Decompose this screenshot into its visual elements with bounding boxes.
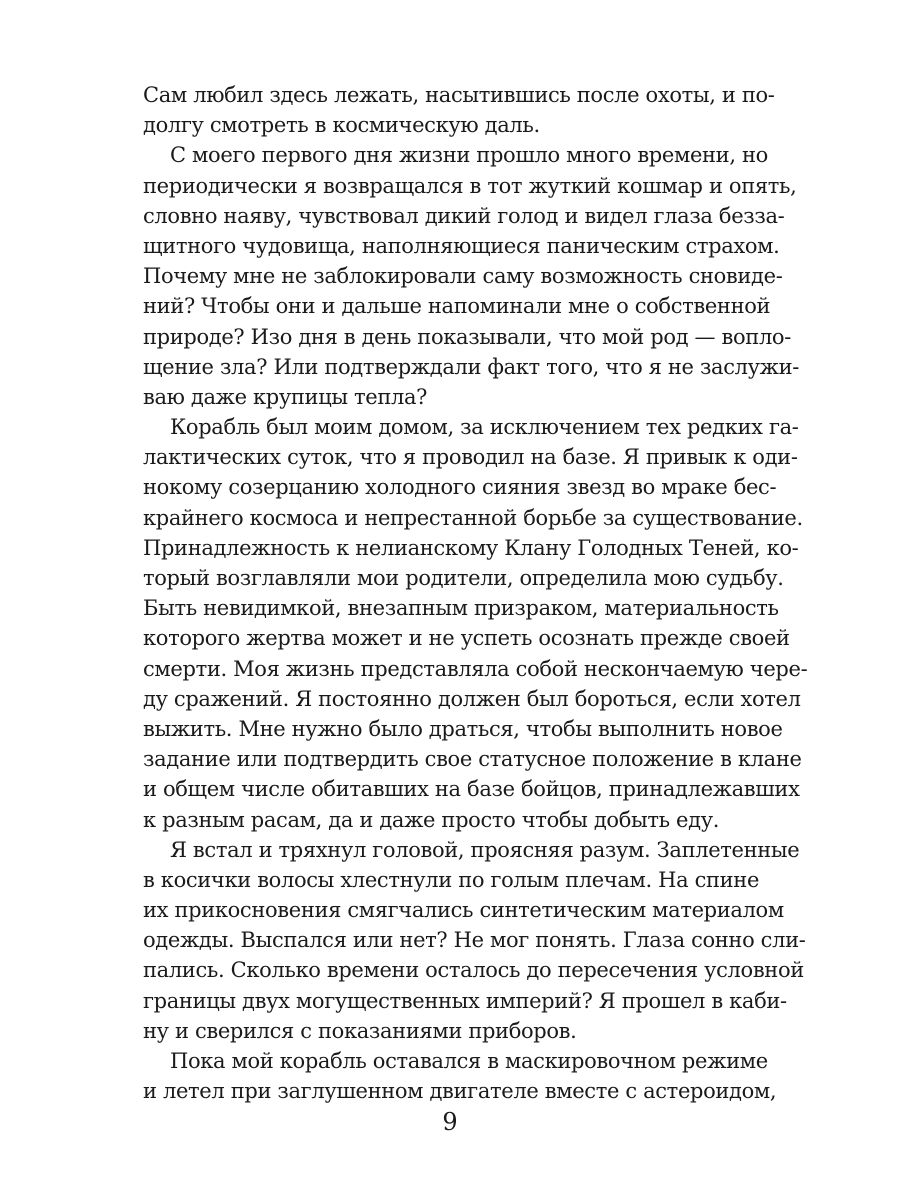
text-line: долгу смотреть в космическую даль.	[143, 113, 540, 138]
text-line: крайнего космоса и непрестанной борьбе за существование.	[143, 505, 803, 530]
text-line: задание или подтвердить свое статусное положение в клане	[143, 747, 802, 772]
text-line: периодически я возвращался в тот жуткий кошмар и опять,	[143, 173, 797, 198]
text-line: щитного чудовища, наполняющиеся паническим страхом.	[143, 233, 780, 258]
text-line: Пока мой корабль оставался в маскировочном режиме	[170, 1049, 768, 1073]
text-line: Принадлежность к нелианскому Клану Голодных Теней, ко-	[143, 535, 799, 560]
text-line: нокому созерцанию холодного сияния звезд во мраке бес-	[143, 475, 777, 500]
text-line: и общем числе обитавших на базе бойцов, принадлежавших	[143, 777, 800, 802]
text-line: Корабль был моим домом, за исключением тех редких га-	[170, 415, 799, 440]
text-line: в косички волосы хлестнули по голым плечам. На спине	[143, 867, 760, 892]
text-line: и летел при заглушенном двигателе вместе с астероидом,	[143, 1079, 777, 1104]
text-line: которого жертва может и не успеть осознать прежде своей	[143, 626, 790, 651]
paragraph	[143, 80, 775, 140]
text-line: выжить. Мне нужно было драться, чтобы выполнить новое	[143, 716, 783, 741]
text-line: ний? Чтобы они и дальше напоминали мне о собственной	[143, 294, 771, 319]
text-line: ду сражений. Я постоянно должен был бороться, если хотел	[143, 686, 801, 711]
text-line: Быть невидимкой, внезапным призраком, материальность	[143, 596, 779, 621]
paragraph	[143, 1046, 777, 1106]
text-line: Я встал и тряхнул головой, проясняя разум. Заплетенные	[170, 837, 800, 862]
text-line: их прикосновения смягчались синтетическим материалом	[143, 898, 784, 923]
text-line: к разным расам, да и даже просто чтобы добыть еду.	[143, 807, 720, 832]
text-line: ваю даже крупицы тепла?	[143, 384, 428, 409]
body-text	[143, 80, 808, 1106]
page-number: 9	[442, 1108, 458, 1136]
text-line: торый возглавляли мои родители, определила мою судьбу.	[143, 566, 784, 590]
text-line: С моего первого дня жизни прошло много времени, но	[170, 143, 768, 168]
text-line: словно наяву, чувствовал дикий голод и видел глаза безза-	[143, 203, 785, 228]
paragraph	[143, 140, 799, 412]
text-line: границы двух могущественных империй? Я прошел в каби-	[143, 988, 787, 1013]
text-line: пались. Сколько времени осталось до пересечения условной	[143, 958, 804, 983]
text-line: смерти. Моя жизнь представляла собой нескончаемую чере-	[143, 656, 808, 681]
text-line: щение зла? Или подтверждали факт того, что я не заслужи-	[143, 354, 799, 379]
text-line: природе? Изо дня в день показывали, что мой род — вопло-	[143, 324, 791, 349]
text-line: лактических суток, что я проводил на базе. Я привык к оди-	[143, 445, 798, 470]
paragraph	[143, 835, 806, 1046]
text-line: одежды. Выспался или нет? Не мог понять. Глаза сонно сли-	[143, 928, 806, 953]
paragraph	[143, 412, 808, 835]
text-line: Почему мне не заблокировали саму возможность сновиде-	[143, 264, 783, 289]
text-line: ну и сверился с показаниями приборов.	[143, 1018, 577, 1043]
text-line: Сам любил здесь лежать, насытившись после охоты, и по-	[143, 83, 775, 107]
